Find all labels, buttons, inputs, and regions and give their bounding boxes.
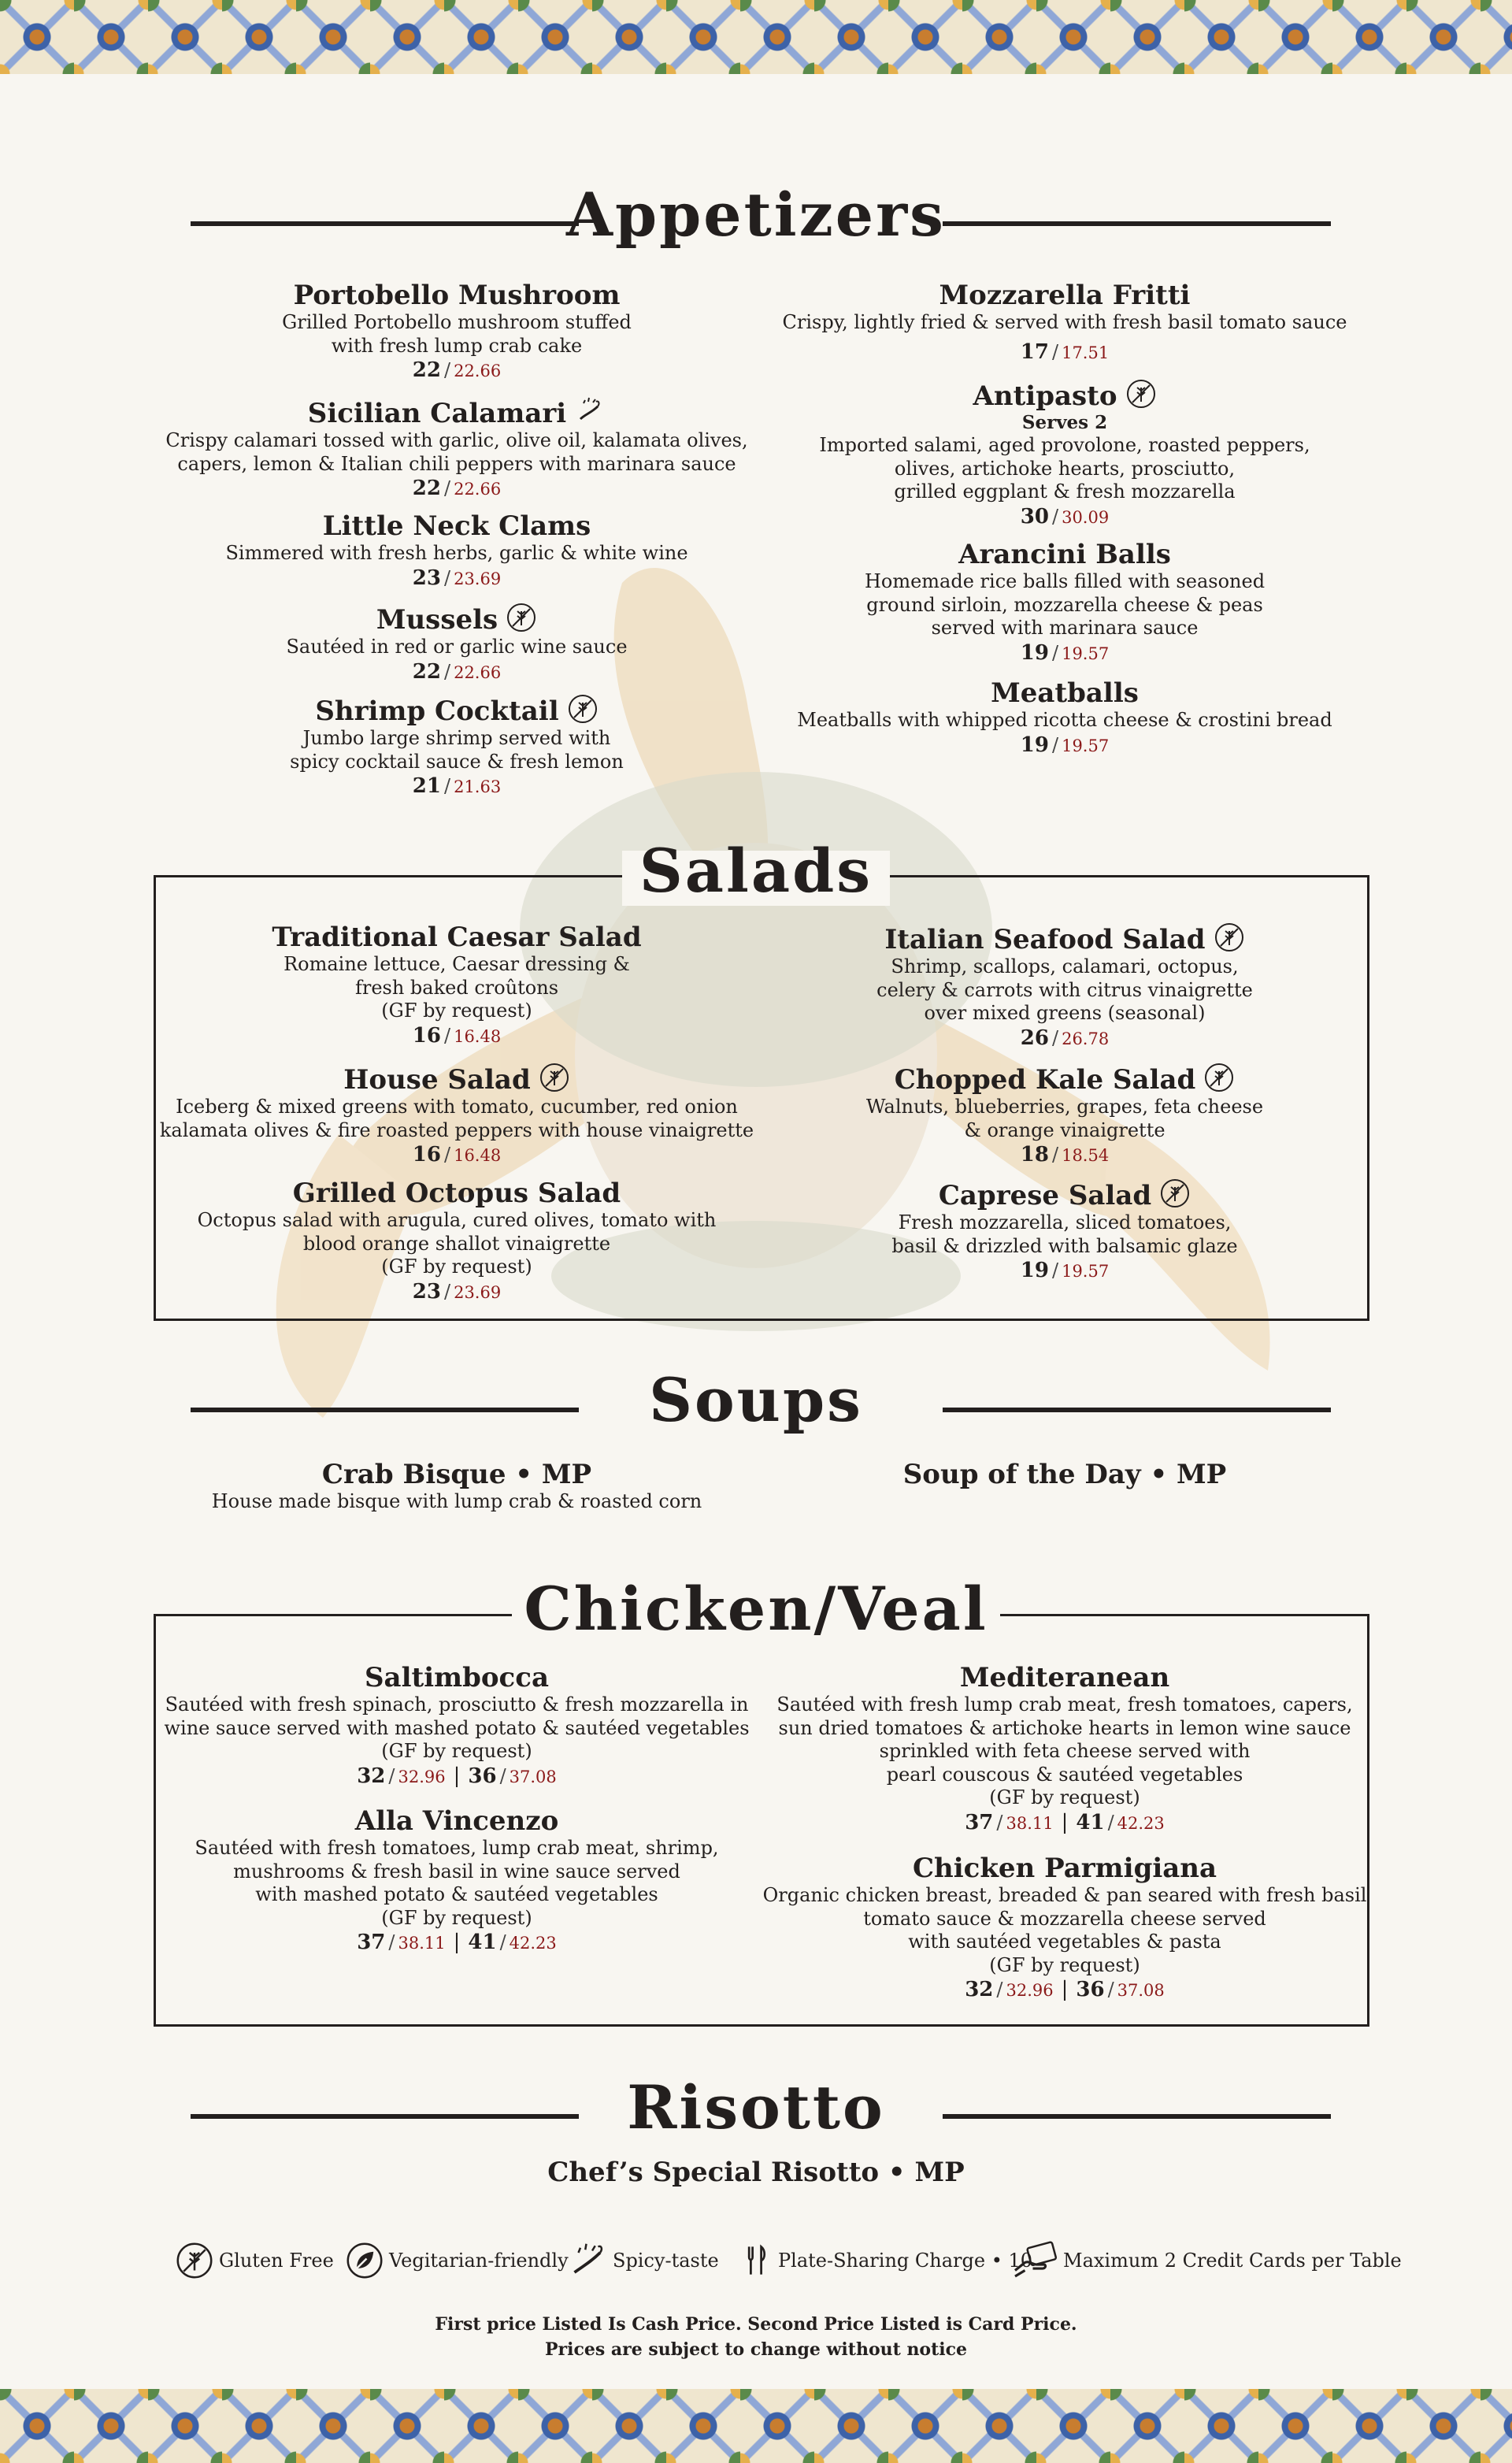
item-description: Jumbo large shrimp served with spicy cocktail sauce & fresh lemon [290,727,624,773]
gluten-free-icon [1159,1178,1191,1209]
item-name: Alla Vincenzo [354,1805,559,1837]
menu-item [742,539,1388,666]
menu-item [742,1062,1388,1168]
item-price: 32 / 32.96 | 36 / 37.08 [357,1764,557,1788]
item-name: Meatballs [991,677,1139,709]
cash-price: 22 [412,358,441,382]
legend-label: Gluten Free [219,2250,334,2272]
card-price: 22.66 [454,662,502,682]
card-price: 23.69 [454,1282,502,1302]
item-price: 19 / 19.57 [1020,1259,1110,1282]
item-description: Meatballs with whipped ricotta cheese & crostini bread [797,709,1332,731]
item-description: Shrimp, scallops, calamari, octopus, celery & carrots with citrus vinaigrette over mixed greens (seasonal) [876,955,1253,1024]
item-name: Antipasto [973,380,1117,412]
card-price: 23.69 [454,569,502,588]
section-title-chicken-veal: Chicken/Veal [524,1574,988,1644]
cash-price: 17 [1020,339,1049,364]
legend-label: Plate-Sharing Charge • 10 [778,2250,1033,2272]
item-price: 26 / 26.78 [1020,1026,1110,1050]
menu-item [742,378,1388,530]
menu-item [134,1178,780,1305]
card-price: 38.11 [398,1934,446,1953]
card-price: 17.51 [1062,343,1110,362]
item-name: Shrimp Cocktail [315,696,559,727]
gluten-free-icon [175,2241,214,2280]
menu-item [134,1662,780,1790]
item-description: Grilled Portobello mushroom stuffed with fresh lump crab cake [282,311,632,357]
item-description: House made bisque with lump crab & roasted corn [211,1490,702,1512]
menu-item [742,1853,1388,2003]
item-name: Chopped Kale Salad [894,1064,1196,1096]
item-description: Walnuts, blueberries, grapes, feta cheese & orange vinaigrette [865,1096,1264,1141]
item-name: Traditional Caesar Salad [272,922,642,953]
item-name: Mussels [376,604,498,636]
menu-item [742,1178,1388,1284]
legend [0,2241,1512,2280]
item-name: Chicken Parmigiana [912,1853,1217,1884]
item-description: Sautéed with fresh lump crab meat, fresh tomatoes, capers, sun dried tomatoes & artichoke hearts in lemon wine sauce sprinkled with feta cheese served with pearl couscous & sautéed vegetables (GF by request) [776,1693,1353,1808]
card-price: 30.09 [1062,507,1110,527]
menu-item [742,922,1388,1052]
menu-item [134,1062,780,1168]
cash-price: 23 [412,1279,441,1304]
card-price: 22.66 [454,480,502,499]
card-price: 18.54 [1062,1146,1110,1165]
legend-label: Maximum 2 Credit Cards per Table [1063,2250,1402,2272]
item-description: Octopus salad with arugula, cured olives, tomato with blood orange shallot vinaigrette (GF by request) [197,1209,717,1278]
card-price: 26.78 [1062,1029,1110,1048]
item-description: Organic chicken breast, breaded & pan seared with fresh basil tomato sauce & mozzarella cheese served with sautéed vegetables & pasta (GF by request) [762,1884,1367,1976]
card-price: 32.96 [1006,1981,1054,2000]
item-price: 22 / 22.66 [412,477,502,500]
item-name: Saltimbocca [365,1662,549,1693]
item-name: Italian Seafood Salad [884,924,1206,955]
disclaimer-line-2: Prices are subject to change without notice [544,2339,968,2360]
item-description: Simmered with fresh herbs, garlic & white wine [225,542,688,564]
cash-price: 19 [1020,640,1049,665]
item-name: Sicilian Calamari [307,398,567,429]
credit-card-hand-icon [1011,2241,1058,2280]
legend-item [175,2241,334,2280]
card-price: 21.63 [454,777,502,796]
cash-price: 16 [412,1143,441,1167]
item-name: Arancini Balls [958,539,1171,570]
item-price: 22 / 22.66 [412,659,502,684]
cash-price: 36 [468,1764,497,1788]
section-title-salads: Salads [639,836,873,906]
cash-price: 37 [965,1810,994,1834]
legend-label: Spicy-taste [613,2250,719,2272]
item-price: 18 / 18.54 [1020,1143,1110,1167]
card-price: 38.11 [1006,1813,1054,1833]
item-description: Imported salami, aged provolone, roasted peppers, olives, artichoke hearts, prosciutto, grilled eggplant & fresh mozzarella [819,434,1310,503]
item-price: 30 / 30.09 [1020,504,1110,529]
menu-item [742,677,1388,759]
item-price: 23 / 23.69 [412,566,502,590]
menu-item [134,922,780,1049]
card-price: 22.66 [454,362,502,380]
cash-price: 36 [1076,1978,1105,2001]
item-price: 37 / 38.11 | 41 / 42.23 [965,1810,1165,1834]
item-name: Grilled Octopus Salad [292,1178,621,1209]
item-name: Mediteranean [959,1662,1170,1693]
gluten-free-icon [567,693,598,725]
card-price: 16.48 [454,1026,502,1046]
menu-item [134,693,780,799]
fork-knife-icon [739,2241,773,2280]
card-price: 37.08 [1117,1981,1165,2000]
cash-price: 32 [357,1764,386,1788]
legend-item [1011,2241,1402,2280]
item-description: Iceberg & mixed greens with tomato, cucumber, red onion kalamata olives & fire roasted peppers with house vinaigrette [159,1096,754,1141]
gluten-free-icon [539,1062,570,1093]
disclaimer-line-1: First price Listed Is Cash Price. Second Price Listed is Card Price. [435,2314,1077,2335]
cash-price: 32 [965,1978,994,2001]
item-description: Sautéed with fresh spinach, prosciutto & fresh mozzarella in wine sauce served with mashed potato & sautéed vegetables (GF by request) [164,1693,750,1762]
menu-item [134,1805,780,1956]
menu-item [742,280,1388,365]
item-description: Homemade rice balls filled with seasoned ground sirloin, mozzarella cheese & peas served with marinara sauce [864,570,1266,639]
cash-price: 30 [1020,504,1049,529]
item-price: 19 / 19.57 [1020,733,1110,757]
menu-item [134,602,780,685]
card-price: 37.08 [509,1767,557,1786]
cash-price: 22 [412,659,441,684]
cash-price: 22 [412,477,441,500]
item-price: 37 / 38.11 | 41 / 42.23 [357,1931,557,1954]
cash-price: 26 [1020,1026,1049,1050]
legend-item [739,2241,1032,2280]
gluten-free-icon [1125,378,1157,410]
risotto-item-name: Chef’s Special Risotto • MP [547,2157,965,2188]
legend-label: Vegitarian-friendly [389,2250,569,2272]
cash-price: 21 [412,774,441,798]
menu-item [134,395,780,502]
item-description: Romaine lettuce, Caesar dressing & fresh baked croûtons (GF by request) [284,953,630,1022]
menu-item [134,1459,780,1514]
item-description: Crispy, lightly fried & served with fresh basil tomato sauce [782,311,1347,333]
legend-item [569,2241,719,2280]
cash-price: 18 [1020,1143,1049,1167]
top-tile-border [0,0,1512,74]
menu-item [134,280,780,384]
legend-item [345,2241,569,2280]
menu-item [134,510,780,592]
item-description: Fresh mozzarella, sliced tomatoes, basil & drizzled with balsamic glaze [891,1211,1238,1257]
cash-price: 19 [1020,1259,1049,1282]
item-price: 16 / 16.48 [412,1143,502,1167]
spicy-icon [569,2241,608,2280]
section-title-risotto: Risotto [627,2072,885,2142]
price-disclaimer [0,2312,1512,2362]
menu-item [742,1662,1388,1836]
section-title-soups: Soups [649,1365,863,1435]
item-description: Sautéed with fresh tomatoes, lump crab meat, shrimp, mushrooms & fresh basil in wine sauce served with mashed potato & sautéed vegetables (GF by request) [195,1837,719,1929]
bottom-tile-border [0,2389,1512,2463]
item-description: Sautéed in red or garlic wine sauce [286,636,628,658]
item-price: 17 / 17.51 [1020,339,1110,364]
gluten-free-icon [506,602,537,633]
item-price: 21 / 21.63 [412,774,502,798]
section-title-appetizers: Appetizers [566,180,946,250]
cash-price: 16 [412,1023,441,1048]
item-name: Soup of the Day • MP [902,1459,1227,1490]
leaf-icon [345,2241,384,2280]
item-name: House Salad [343,1064,531,1096]
card-price: 32.96 [398,1767,446,1786]
gluten-free-icon [1203,1062,1235,1093]
menu-item [742,1459,1388,1490]
item-price: 19 / 19.57 [1020,640,1110,665]
card-price: 42.23 [509,1934,557,1953]
cash-price: 37 [357,1931,386,1954]
item-name: Crab Bisque • MP [321,1459,592,1490]
card-price: 42.23 [1117,1813,1165,1833]
item-name: Portobello Mushroom [293,280,621,311]
item-price: 32 / 32.96 | 36 / 37.08 [965,1978,1165,2001]
item-price: 22 / 22.66 [412,358,502,382]
cash-price: 41 [468,1931,497,1954]
card-price: 19.57 [1062,1262,1110,1281]
card-price: 19.57 [1062,644,1110,663]
item-name: Caprese Salad [938,1180,1152,1211]
item-name: Little Neck Clams [322,510,591,542]
cash-price: 23 [412,566,441,590]
serves-label: Serves 2 [1021,412,1108,433]
card-price: 19.57 [1062,736,1110,755]
spicy-icon [574,395,606,427]
item-description: Crispy calamari tossed with garlic, olive oil, kalamata olives, capers, lemon & Italian chili peppers with marinara sauce [165,429,748,475]
item-price: 16 / 16.48 [412,1023,502,1048]
cash-price: 41 [1076,1810,1105,1834]
item-price: 23 / 23.69 [412,1279,502,1304]
gluten-free-icon [1214,922,1245,953]
cash-price: 19 [1020,733,1049,757]
card-price: 16.48 [454,1146,502,1165]
item-name: Mozzarella Fritti [939,280,1191,311]
